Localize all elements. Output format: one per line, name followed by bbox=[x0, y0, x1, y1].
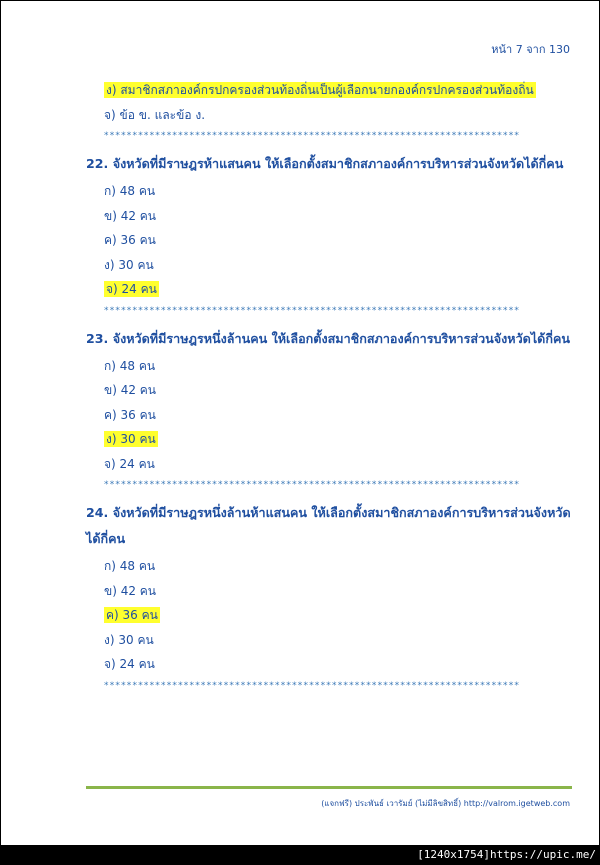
answer-choice bbox=[86, 556, 572, 581]
answer-choice bbox=[86, 279, 572, 304]
answer-text: ค) 36 คน bbox=[104, 233, 156, 247]
quiz-content bbox=[86, 80, 572, 701]
answer-choice bbox=[86, 654, 572, 679]
answer-text: ก) 48 คน bbox=[104, 184, 156, 198]
image-host-stamp: [1240x1754]https://upic.me/ bbox=[417, 848, 596, 861]
answer-text: จ) 24 คน bbox=[104, 657, 155, 671]
page-number: หน้า 7 จาก 130 bbox=[491, 43, 570, 56]
answer-choice bbox=[86, 630, 572, 655]
answer-text: ก) 48 คน bbox=[104, 358, 156, 373]
image-host-bar bbox=[0, 846, 600, 865]
answer-choice bbox=[86, 380, 572, 405]
answer-choice bbox=[86, 429, 572, 454]
separator: ************************************************************************* bbox=[104, 480, 521, 490]
footer-credit: (แจกฟรี) ประพันธ์ เวารัมย์ (ไม่มีลิขสิทธิ์) http://valrom.igetweb.com bbox=[321, 799, 570, 808]
answer-choice bbox=[86, 405, 572, 430]
answer-choice bbox=[86, 356, 572, 381]
answer-text: ข) 42 คน bbox=[104, 583, 157, 598]
answer-text: ก) 48 คน bbox=[104, 559, 156, 573]
answer-choice bbox=[86, 255, 572, 280]
correct-answer: ง) 30 คน bbox=[106, 432, 156, 446]
question-title: 23. จังหวัดที่มีราษฎรหนึ่งล้านคน ให้เลือกตั้งสมาชิกสภาองค์การบริหารส่วนจังหวัดได้กี่คน bbox=[86, 330, 571, 346]
answer-choice bbox=[86, 181, 572, 206]
question-title: 24. จังหวัดที่มีราษฎรหนึ่งล้านห้าแสนคน ให้เลือกตั้งสมาชิกสภาองค์การบริหารส่วนจังหวัดได้กี่คน bbox=[86, 505, 571, 546]
correct-answer: ค) 36 คน bbox=[106, 608, 158, 622]
footer-divider bbox=[86, 786, 572, 789]
answer-choice bbox=[86, 80, 572, 105]
answer-text: ง) 30 คน bbox=[104, 632, 154, 647]
correct-answer: จ) 24 คน bbox=[106, 282, 157, 296]
answer-choice bbox=[86, 581, 572, 606]
answer-text: จ) 24 คน bbox=[104, 456, 155, 471]
question-title: 22. จังหวัดที่มีราษฎรห้าแสนคน ให้เลือกตั้งสมาชิกสภาองค์การบริหารส่วนจังหวัดได้กี่คน bbox=[86, 156, 564, 171]
answer-choice bbox=[86, 206, 572, 231]
answer-text: จ) ข้อ ข. และข้อ ง. bbox=[104, 107, 206, 122]
answer-text: ข) 42 คน bbox=[104, 208, 157, 223]
separator: ************************************************************************* bbox=[104, 305, 521, 316]
separator: ************************************************************************* bbox=[104, 131, 521, 141]
answer-text: ง) 30 คน bbox=[104, 257, 154, 272]
correct-answer: ง) สมาชิกสภาองค์กรปกครองส่วนท้องถิ่นเป็นผู้เลือกนายกองค์กรปกครองส่วนท้องถิ่น bbox=[106, 83, 534, 97]
separator: ************************************************************************* bbox=[104, 680, 521, 691]
answer-text: ข) 42 คน bbox=[104, 383, 157, 397]
answer-choice bbox=[86, 454, 572, 479]
answer-choice bbox=[86, 230, 572, 255]
answer-text: ค) 36 คน bbox=[104, 407, 156, 422]
answer-choice bbox=[86, 605, 572, 630]
answer-choice bbox=[86, 105, 572, 130]
